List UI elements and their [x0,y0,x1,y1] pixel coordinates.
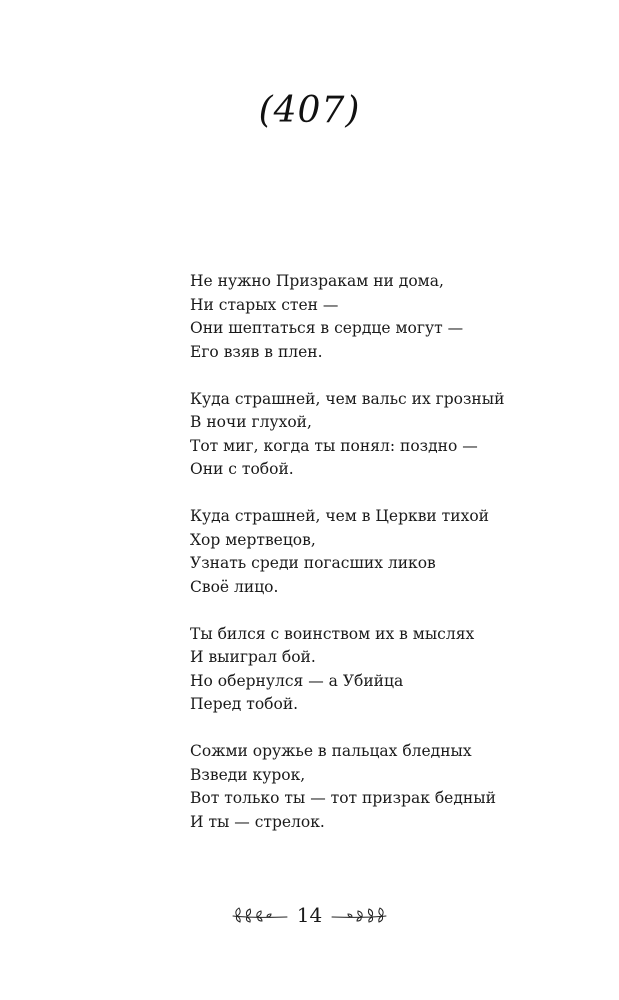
stanza [190,270,590,364]
poem-line: Перед тобой. [190,695,299,713]
page-footer [0,900,619,930]
stanza [190,505,590,599]
poem-line: Взведи курок, [190,765,306,784]
poem-line: Своё лицо. [190,577,279,596]
laurel-branch-icon [231,905,289,925]
poem-line: И выиграл бой. [190,648,316,666]
poem-line: Куда страшней, чем в Церкви тихой [190,507,489,525]
stanza [190,388,590,482]
poem-line: Ты бился с воинством их в мыслях [190,624,475,643]
poem-line: И ты — стрелок. [190,812,325,831]
laurel-branch-icon [330,905,388,925]
poem-line: Они шептаться в сердце могут — [190,319,464,337]
poem-text [190,270,590,858]
stanza [190,623,590,717]
poem-line: Тот миг, когда ты понял: поздно — [190,436,478,455]
poem-line: Ни старых стен — [190,295,339,314]
poem-line: Не нужно Призракам ни дома, [190,272,444,290]
poem-line: Хор мертвецов, [190,530,316,549]
poem-line: Сожми оружье в пальцах бледных [190,742,472,760]
poem-line: Вот только ты — тот призрак бедный [190,789,496,807]
poem-line: В ночи глухой, [190,413,312,431]
poem-line: Они с тобой. [190,460,294,478]
poem-number: (407) [258,90,361,131]
page-number: 14 [296,903,323,927]
poem-line: Узнать среди погасших ликов [190,554,436,572]
poem-line: Но обернулся — а Убийца [190,671,404,690]
poem-line: Его взяв в плен. [190,342,323,361]
stanza [190,740,590,834]
poem-line: Куда страшней, чем вальс их грозный [190,389,505,408]
